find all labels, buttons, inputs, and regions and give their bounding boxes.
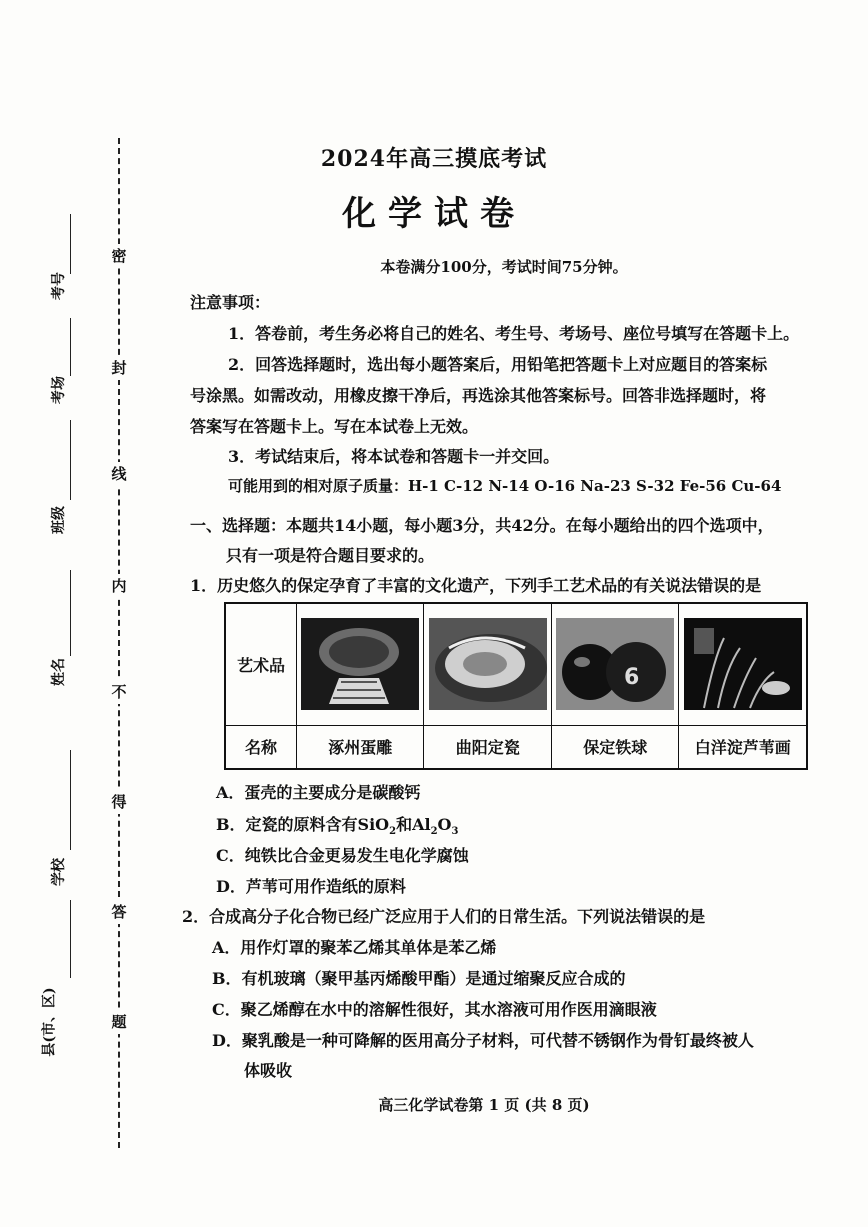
option-a: A．用作灯罩的聚苯乙烯其单体是苯乙烯 <box>212 938 497 957</box>
artwork-image-cell <box>297 603 424 725</box>
artwork-table <box>224 602 808 770</box>
option-b <box>216 812 458 837</box>
field-label-name: 姓名 <box>51 658 67 686</box>
field-label-class: 班级 <box>51 506 67 534</box>
table-cell: 曲阳定瓷 <box>424 725 551 769</box>
option-text: B．定瓷的原料含有SiO <box>216 815 390 834</box>
table-cell: 白洋淀芦苇画 <box>679 725 807 769</box>
field-line-name[interactable] <box>70 570 71 656</box>
option-text: 和Al <box>396 815 431 834</box>
option-d-cont: 体吸收 <box>244 1061 293 1080</box>
section-title: 一、选择题：本题共14小题，每小题3分，共42分。在每小题给出的四个选项中， <box>190 516 774 535</box>
field-line-exam-room[interactable] <box>70 318 71 376</box>
seal-char: 答 <box>108 900 130 924</box>
seal-char: 题 <box>108 1010 130 1034</box>
option-b: B．有机玻璃（聚甲基丙烯酸甲酯）是通过缩聚反应合成的 <box>212 969 626 988</box>
subscript: 2 <box>430 826 438 838</box>
seal-char: 内 <box>108 574 130 598</box>
option-a: A．蛋壳的主要成分是碳酸钙 <box>216 783 421 802</box>
page-footer: 高三化学试卷第 1 页 (共 8 页) <box>378 1096 590 1114</box>
atomic-mass-line: 可能用到的相对原子质量：H-1 C-12 N-14 O-16 Na-23 S-32 Fe-56 Cu-64 <box>228 477 782 495</box>
notice-item: 答案写在答题卡上。写在本试卷上无效。 <box>190 417 479 436</box>
seal-char: 得 <box>108 790 130 814</box>
artwork-image-cell <box>551 603 678 725</box>
reed-painting-image <box>684 618 802 710</box>
exam-meta: 本卷满分100分，考试时间75分钟。 <box>380 258 628 276</box>
option-d: D．芦苇可用作造纸的原料 <box>216 877 406 896</box>
option-text: O <box>437 815 452 834</box>
subscript: 2 <box>389 826 397 838</box>
question-stem: 1．历史悠久的保定孕育了丰富的文化遗产，下列手工艺术品的有关说法错误的是 <box>190 576 762 595</box>
seal-char: 线 <box>108 462 130 486</box>
ding-porcelain-image <box>429 618 547 710</box>
svg-text:6: 6 <box>624 665 640 691</box>
table-row-head: 名称 <box>225 725 297 769</box>
seal-char: 封 <box>108 356 130 380</box>
notice-item: 2．回答选择题时，选出每小题答案后，用铅笔把答题卡上对应题目的答案标 <box>228 355 768 374</box>
field-line-county[interactable] <box>70 900 71 978</box>
field-label-school: 学校 <box>51 858 67 886</box>
table-cell: 保定铁球 <box>551 725 678 769</box>
notice-item: 3．考试结束后，将本试卷和答题卡一并交回。 <box>228 447 560 466</box>
option-c: C．纯铁比合金更易发生电化学腐蚀 <box>216 846 469 865</box>
field-label-exam-number: 考号 <box>51 272 67 300</box>
notice-item: 号涂黑。如需改动，用橡皮擦干净后，再选涂其他答案标号。回答非选择题时，将 <box>190 386 767 405</box>
field-line-class[interactable] <box>70 420 71 500</box>
notice-heading: 注意事项： <box>190 293 271 312</box>
exam-title: 2024年高三摸底考试 <box>320 146 548 172</box>
option-d: D．聚乳酸是一种可降解的医用高分子材料，可代替不锈钢作为骨钉最终被人 <box>212 1031 754 1050</box>
artwork-image-cell <box>679 603 807 725</box>
binding-dashed-line <box>118 138 120 1148</box>
question-stem: 2．合成高分子化合物已经广泛应用于人们的日常生活。下列说法错误的是 <box>182 907 706 926</box>
notice-item: 1．答卷前，考生务必将自己的姓名、考生号、考场号、座位号填写在答题卡上。 <box>228 324 800 343</box>
seal-char: 不 <box>108 680 130 704</box>
option-c: C．聚乙烯醇在水中的溶解性很好，其水溶液可用作医用滴眼液 <box>212 1000 657 1019</box>
field-label-county: 县(市、区) <box>41 987 58 1057</box>
subscript: 3 <box>451 826 459 838</box>
artwork-image-cell <box>424 603 551 725</box>
table-row-head: 艺术品 <box>225 603 297 725</box>
field-label-exam-room: 考场 <box>51 376 67 404</box>
subject-title: 化学试卷 <box>342 194 526 234</box>
iron-balls-image <box>556 618 674 710</box>
table-cell: 涿州蛋雕 <box>297 725 424 769</box>
egg-carving-image <box>301 618 419 710</box>
section-title: 只有一项是符合题目要求的。 <box>226 546 435 565</box>
seal-char: 密 <box>108 244 130 268</box>
field-line-school[interactable] <box>70 750 71 850</box>
